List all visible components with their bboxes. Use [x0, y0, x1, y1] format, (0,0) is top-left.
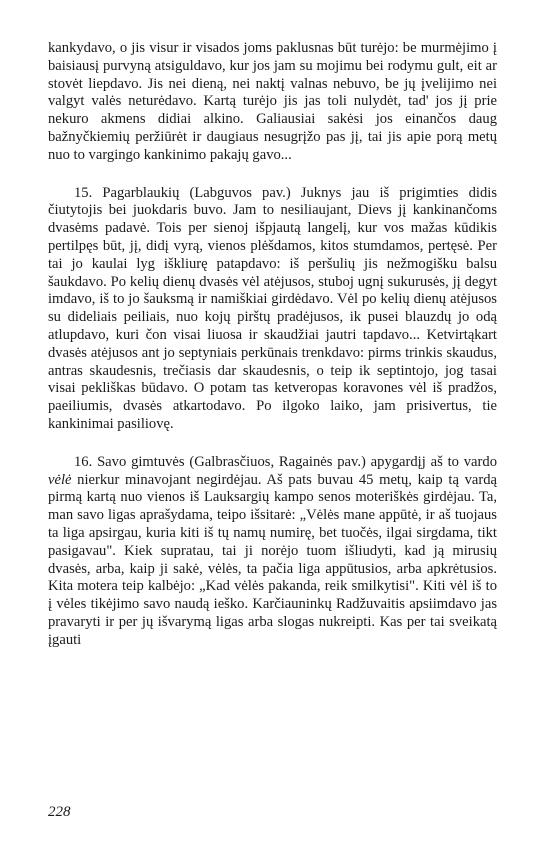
- paragraph-16: [48, 454, 497, 650]
- paragraph-15: 15. Pagarblaukių (Labguvos pav.) Juknys jau iš prigimties didis čiutytojis bei juokdaris buvo. Jam to nesiliaujant, Dievs jį kankinančoms dvasėms padavė. Tois per sienoj išpjautą langelį, kur vos mažas kūdikis pertilpęs būt, jį, didį vyrą, vienos plėšdamos, kitos stumdamos, pertęsė. Per tai jo kaulai lyg iškliurę patapdavo: iš peršulių jis nežmogišku balsu šaukdavo. Po kelių dienų dvasės vėl atėjusos, stuboj ugnį sukurusės, jį degyt imdavo, iš to jo šauksmą ir namiškiai girdėdavo. Vėl po kelių dienų atėjusos su dideliais peiliais, nuo kojų pirštų pradėjusos, ik pusei blauzdų jo odą atlupdavo, kuri čon visai liuosa ir skaudžiai jautri tapdavo... Ketvirtąkart dvasės atėjusos ant jo septyniais perkūnais trenkdavo: pirms trinkis skaudus, antras skaudesnis, trečiasis dar skaudesnis, o teip ik septintojo, jog tasai visai pekliškas būdavo. O potam tas ketveropas koravones vėl iš pradžos, paeiliumis, dvasės atkartodavo. Po ilgoko laiko, jam prisivertus, tie kankinimai pasiliovę.: [48, 184, 497, 432]
- paragraph-16-text-before: 16. Savo gimtuvės (Galbrasčiuos, Ragainės pav.) apygardįj aš to vardo: [74, 453, 497, 470]
- page-number: 228: [48, 804, 71, 820]
- paragraph-16-text-after: nierkur minavojant negirdėjau. Aš pats buvau 45 metų, kaip tą vardą pirmą kartą nuo vienos iš Lauksargių kampo senos moteriškės girdėjau. Ta, man savo ligas aprašydama, teipo išsitarė: „Vėlės mane appūtė, ir aš tuojaus ta liga apsirgau, kuria kiti iš tų namų numirę, bet tuočės, ilgai sirgdama, tikt pasigavau". Kiek supratau, tai ji norėjo tuom išliudyti, kad ją mirusių dvasės, arba, kaip ji sakė, vėlės, ta pačia liga appūtusios, arba apkrėtusios. Kita motera teip kalbėjo: „Kad vėlės pakanda, reik smilkytisi". Kiti vėl iš to į vėles tikėjimo savo naudą ieško. Karčiauninkų Radžuvaitis apsiimdavo jas pravaryti ir per jų išvarymą ligas arba slogas nukreipti. Kas per tai sveikatą įgauti: [48, 471, 497, 648]
- paragraph-continuation: kankydavo, o jis visur ir visados joms paklusnas būt turėjo: be murmėjimo į baisiausį purvyną atsiguldavo, kur jos jam su mojimu bei rodymu gult, eit ar stovėt liepdavo. Jis nei dieną, nei naktį valnas nebuvo, be jų įvelijimo nei valgyt valės neturėdavo. Kartą turėjo jis jas toli nulydėt, tad' jos jį prie nekuro akmens didiai alkino. Galiausiai sakėsi jos einančos daug bažnyčkiemių peržiūrėt ir daugiaus nesugrįžo pas jį, tai jis apie porą metų nuo to vargingo kankinimo pakajų gavo...: [48, 40, 497, 163]
- paragraph-gap: [48, 165, 497, 185]
- paragraph-16-italic-word: vėlė: [48, 471, 72, 488]
- page-body: [48, 40, 497, 650]
- paragraph-gap: [48, 434, 497, 454]
